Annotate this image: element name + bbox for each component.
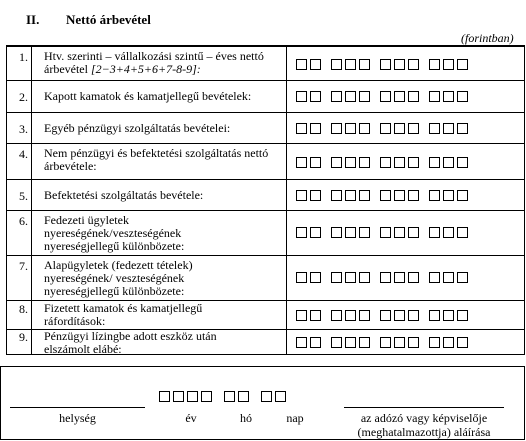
row-label: Befektetési szolgáltatás bevétele: (44, 188, 204, 202)
row-label: Pénzügyi lízingbe adott eszköz után elszámolt elábé: (44, 329, 217, 356)
day-label: nap (286, 411, 304, 425)
table-row (7, 179, 524, 211)
section-number: II. (26, 12, 40, 27)
date-input[interactable] (159, 391, 286, 402)
row-label: Nem pénzügyi és befektetési szolgáltatás nettó árbevétele: (44, 146, 269, 173)
row-number: 1. (19, 50, 28, 64)
amount-input[interactable] (296, 157, 468, 168)
row-label: Egyéb pénzügyi szolgáltatás bevételei: (44, 121, 231, 135)
revenue-table (6, 45, 525, 355)
amount-input[interactable] (296, 59, 468, 70)
row-number: 7. (19, 259, 28, 273)
row-number: 5. (19, 189, 28, 203)
amount-input[interactable] (296, 227, 468, 238)
place-line[interactable] (10, 407, 145, 408)
table-row (7, 143, 524, 180)
day-boxes[interactable] (261, 391, 286, 402)
row-label: Kapott kamatok és kamatjellegű bevételek: (44, 89, 252, 103)
signature-block (0, 366, 525, 440)
row-label: Fedezeti ügyletek nyereségének/veszteségének nyereségjellegű különbözete: (44, 213, 185, 253)
amount-input[interactable] (296, 272, 468, 283)
amount-input[interactable] (296, 123, 468, 134)
amount-input[interactable] (296, 190, 468, 201)
section-title: Nettó árbevétel (66, 12, 151, 27)
amount-input[interactable] (296, 337, 468, 348)
amount-input[interactable] (296, 91, 468, 102)
row-label: Htv. szerinti – vállalkozási szintű – éves nettó árbevétel [2−3+4+5+6+7-8-9]: (44, 49, 264, 76)
row-number: 9. (19, 330, 28, 344)
row-formula: [2−3+4+5+6+7-8-9]: (90, 62, 201, 76)
table-row (7, 112, 524, 144)
row-number: 8. (19, 302, 28, 316)
currency-note: (forintban) (461, 31, 514, 45)
month-boxes[interactable] (224, 391, 249, 402)
year-label: év (185, 411, 197, 425)
table-row (7, 255, 524, 301)
table-row (7, 300, 524, 330)
year-boxes[interactable] (159, 391, 212, 402)
table-row (7, 329, 524, 355)
row-number: 2. (19, 90, 28, 104)
row-number: 3. (19, 122, 28, 136)
table-row (7, 46, 524, 81)
row-label: Fizetett kamatok és kamatjellegű ráfordítások: (44, 301, 203, 328)
table-row (7, 80, 524, 113)
signature-line[interactable] (344, 407, 504, 408)
row-label: Alapügyletek (fedezett tételek) nyereségének/ veszteségének nyereségjellegű különbözete: (44, 258, 193, 298)
amount-input[interactable] (296, 310, 468, 321)
table-row (7, 210, 524, 256)
row-number: 4. (19, 147, 28, 161)
signer-label: az adózó vagy képviselője (meghatalmazottja) aláírása (357, 411, 491, 439)
place-label: helység (59, 411, 96, 425)
month-label: hó (240, 411, 252, 425)
row-number: 6. (19, 214, 28, 228)
